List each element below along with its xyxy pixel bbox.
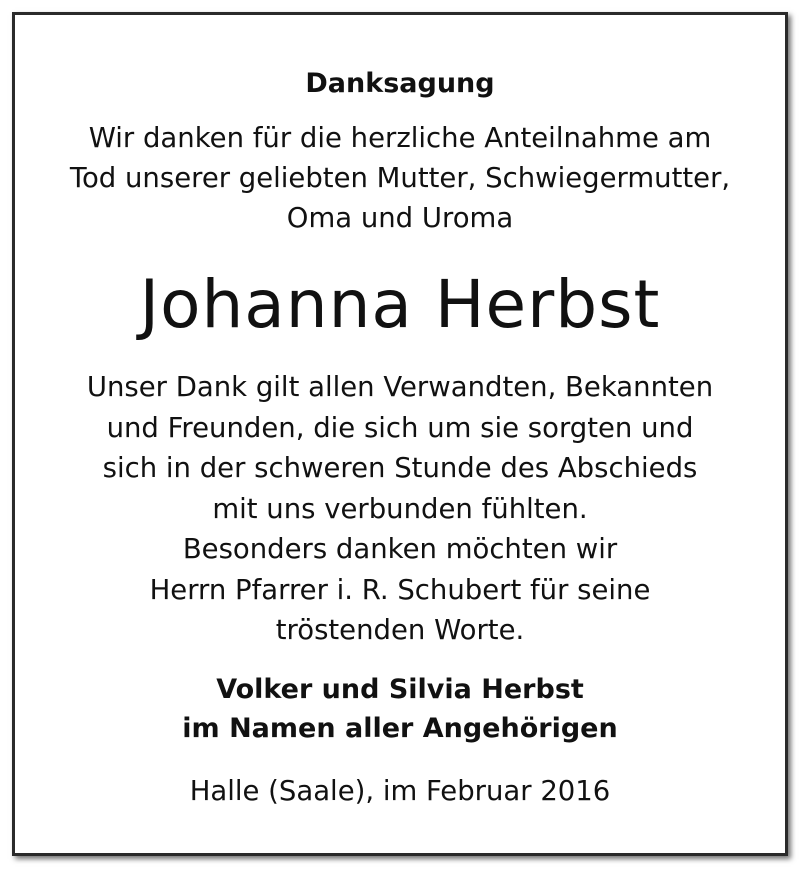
deceased-name: Johanna Herbst xyxy=(139,266,661,343)
thanks-line: und Freunden, die sich um sie sorgten und xyxy=(106,411,694,444)
intro-text xyxy=(15,118,785,238)
thanks-text xyxy=(15,367,785,651)
thanks-line: mit uns verbunden fühlten. xyxy=(212,492,588,525)
thanks-line: tröstenden Worte. xyxy=(275,614,525,646)
notice-heading: Danksagung xyxy=(305,68,495,99)
place-date: Halle (Saale), im Februar 2016 xyxy=(189,775,611,807)
thanks-line: Herrn Pfarrer i. R. Schubert für seine xyxy=(149,573,651,606)
intro-line: Wir danken für die herzliche Anteilnahme am xyxy=(88,122,712,154)
signers xyxy=(15,670,785,748)
notice-frame xyxy=(12,12,788,856)
signer-line: im Namen aller Angehörigen xyxy=(182,713,618,744)
thanks-line: Unser Dank gilt allen Verwandten, Bekannten xyxy=(86,371,714,403)
thanks-line: Besonders danken möchten wir xyxy=(182,533,618,565)
thanks-line: sich in der schweren Stunde des Abschieds xyxy=(102,452,698,484)
signer-line: Volker und Silvia Herbst xyxy=(216,674,584,705)
intro-line: Tod unserer geliebten Mutter, Schwiegermutter, xyxy=(69,162,731,194)
intro-line: Oma und Uroma xyxy=(286,202,514,234)
